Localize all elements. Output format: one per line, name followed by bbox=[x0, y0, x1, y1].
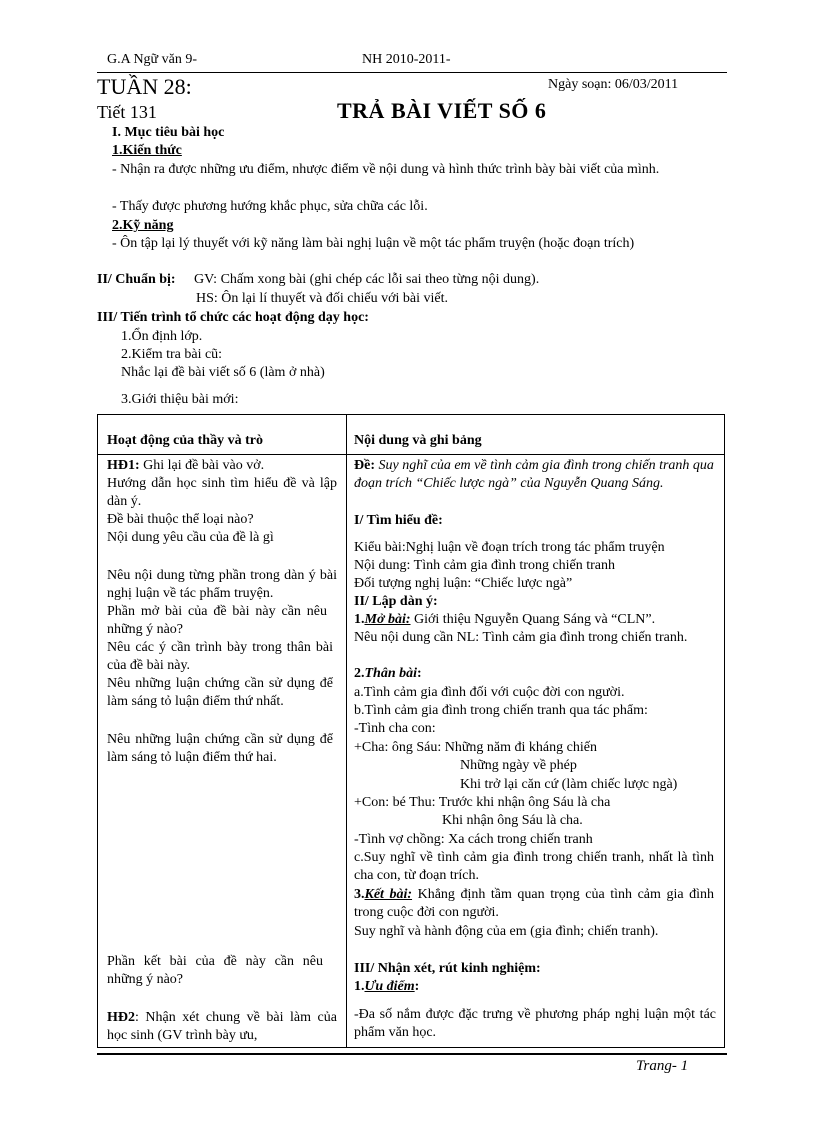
content-intro bbox=[354, 611, 655, 629]
prep-teacher: GV: Chấm xong bài (ghi chép các lỗi sai theo từng nội dung). bbox=[194, 272, 540, 287]
intro-label: Mở bài: bbox=[364, 612, 411, 627]
body-colon: : bbox=[417, 666, 422, 681]
content-s1-line-1: Kiểu bài:Nghị luận về đoạn trích trong tác phẩm truyện bbox=[354, 540, 665, 555]
activity-hd2 bbox=[107, 1009, 337, 1045]
prep-date: Ngày soạn: 06/03/2011 bbox=[548, 77, 679, 92]
activity-line-3: Nội dung yêu cầu của đề là gì bbox=[107, 530, 274, 545]
topic-label: Đề: bbox=[354, 458, 375, 473]
activity-line-5: Phần mở bài của đề bài này cần nêu những ý nào? bbox=[107, 604, 327, 637]
content-body-father-3: Khi trở lại căn cứ (làm chiếc lược ngà) bbox=[460, 777, 678, 792]
content-topic bbox=[354, 457, 716, 493]
header-center: NH 2010-2011- bbox=[362, 52, 451, 67]
intro-text: Giới thiệu Nguyễn Quang Sáng và “CLN”. bbox=[410, 612, 656, 627]
topic-text: Suy nghĩ của em về tình cảm gia đình trong chiến tranh qua đoạn trích “Chiếc lược ngà” của Nguyễn Quang Sáng. bbox=[354, 458, 714, 491]
content-s1-heading: I/ Tìm hiểu đề: bbox=[354, 513, 443, 528]
skills-item-1: - Ôn tập lại lý thuyết với kỹ năng làm bài nghị luận về một tác phẩm truyện (hoặc đoạn trích) bbox=[112, 236, 635, 251]
activity-line-8: Nêu những luận chứng cần sử dụng để làm sáng tỏ luận điểm thứ hai. bbox=[107, 732, 333, 765]
section2-heading: II/ Chuẩn bị: bbox=[97, 272, 176, 287]
footer-rule bbox=[97, 1053, 727, 1055]
activity-hd1 bbox=[107, 457, 339, 475]
content-body-b: b.Tình cảm gia đình trong chiến tranh qua tác phẩm: bbox=[354, 703, 648, 718]
strengths-label: Ưu điểm bbox=[364, 979, 415, 994]
week-label: TUẦN 28: bbox=[97, 74, 192, 99]
intro-number: 1. bbox=[354, 612, 365, 627]
activity-line-9: Phần kết bài của đề này cần nêu những ý nào? bbox=[107, 954, 323, 987]
hd1-label: HĐ1: bbox=[107, 458, 140, 473]
content-s1-line-3: Đối tượng nghị luận: “Chiếc lược ngà” bbox=[354, 576, 573, 591]
content-s1-line-2: Nội dung: Tình cảm gia đình trong chiến tranh bbox=[354, 558, 616, 573]
page-number: Trang- 1 bbox=[636, 1058, 689, 1074]
section3-heading: III/ Tiến trình tổ chức các hoạt động dạy học: bbox=[97, 310, 369, 325]
table-header-activities: Hoạt động của thầy và trò bbox=[107, 433, 263, 448]
content-strengths-line-1: -Đa số nắm được đặc trưng về phương pháp nghị luận một tác phẩm văn học. bbox=[354, 1007, 716, 1040]
content-body-spouse: -Tình vợ chồng: Xa cách trong chiến tranh bbox=[354, 832, 593, 847]
content-body-father-child: -Tình cha con: bbox=[354, 721, 436, 736]
section1-heading: I. Mục tiêu bài học bbox=[112, 125, 225, 140]
knowledge-heading: 1.Kiến thức bbox=[112, 143, 182, 158]
activity-line-2: Đề bài thuộc thể loại nào? bbox=[107, 512, 254, 527]
strengths-colon: : bbox=[414, 979, 420, 994]
lesson-number: Tiết 131 bbox=[97, 102, 157, 122]
content-body-father-1: +Cha: ông Sáu: Những năm đi kháng chiến bbox=[354, 740, 597, 755]
content-body bbox=[354, 665, 422, 683]
conclusion-number: 3. bbox=[354, 887, 365, 902]
activity-line-4: Nêu nội dung từng phần trong dàn ý bài nghị luận về tác phẩm truyện. bbox=[107, 568, 337, 601]
content-body-child-2: Khi nhận ông Sáu là cha. bbox=[442, 813, 583, 828]
content-body-a: a.Tình cảm gia đình đối với cuộc đời con người. bbox=[354, 685, 625, 700]
knowledge-item-1: - Nhận ra được những ưu điểm, nhược điểm về nội dung và hình thức trình bày bài viết của mình. bbox=[112, 162, 660, 177]
prep-student: HS: Ôn lại lí thuyết và đối chiếu với bài viết. bbox=[196, 291, 448, 306]
step-2: 2.Kiểm tra bài cũ: bbox=[121, 347, 223, 362]
strengths-number: 1. bbox=[354, 979, 365, 994]
content-conclusion-line-2: Suy nghĩ và hành động của em (gia đình; chiến tranh). bbox=[354, 924, 659, 939]
body-number: 2. bbox=[354, 666, 365, 681]
table-header-divider bbox=[97, 454, 725, 455]
hd1-text: Ghi lại đề bài vào vở. bbox=[139, 458, 265, 473]
activity-line-7: Nêu những luận chứng cần sử dụng để làm sáng tỏ luận điểm thứ nhất. bbox=[107, 676, 333, 709]
content-body-child-1: +Con: bé Thu: Trước khi nhận ông Sáu là cha bbox=[354, 795, 611, 810]
step-2-detail: Nhắc lại đề bài viết số 6 (làm ở nhà) bbox=[121, 365, 325, 380]
table-header-content: Nội dung và ghi bảng bbox=[354, 433, 482, 448]
content-s3-heading: III/ Nhận xét, rút kinh nghiệm: bbox=[354, 961, 541, 976]
content-strengths bbox=[354, 978, 419, 996]
content-s2-heading: II/ Lập dàn ý: bbox=[354, 594, 438, 609]
body-label: Thân bài bbox=[364, 666, 418, 681]
content-body-father-2: Những ngày về phép bbox=[460, 758, 577, 773]
activity-line-6: Nêu các ý cần trình bày trong thân bài của đề bài này. bbox=[107, 640, 333, 673]
conclusion-label: Kết bài: bbox=[364, 887, 413, 902]
conclusion-text: Khẳng định tầm quan trọng của tình cảm gia đình trong cuộc đời con người. bbox=[354, 887, 714, 920]
step-1: 1.Ổn định lớp. bbox=[121, 329, 203, 344]
header-rule bbox=[97, 72, 727, 73]
step-3: 3.Giới thiệu bài mới: bbox=[121, 392, 239, 407]
hd2-label: HĐ2 bbox=[107, 1010, 135, 1025]
page-title: TRẢ BÀI VIẾT SỐ 6 bbox=[337, 98, 547, 123]
knowledge-item-2: - Thấy được phương hướng khắc phục, sửa chữa các lỗi. bbox=[112, 199, 428, 214]
skills-heading: 2.Kỹ năng bbox=[112, 218, 174, 233]
hd2-text: : Nhận xét chung về bài làm của học sinh (GV trình bày ưu, bbox=[107, 1010, 337, 1043]
activity-line-1: Hướng dẫn học sinh tìm hiểu đề và lập dàn ý. bbox=[107, 476, 337, 509]
content-body-c: c.Suy nghĩ về tình cảm gia đình trong chiến tranh, nhất là tình cha con, từ đoạn trích. bbox=[354, 850, 714, 883]
header-left: G.A Ngữ văn 9- bbox=[107, 52, 198, 67]
content-intro-line-2: Nêu nội dung cần NL: Tình cảm gia đình trong chiến tranh. bbox=[354, 630, 688, 645]
table-column-divider bbox=[346, 414, 347, 1048]
content-conclusion bbox=[354, 886, 714, 922]
